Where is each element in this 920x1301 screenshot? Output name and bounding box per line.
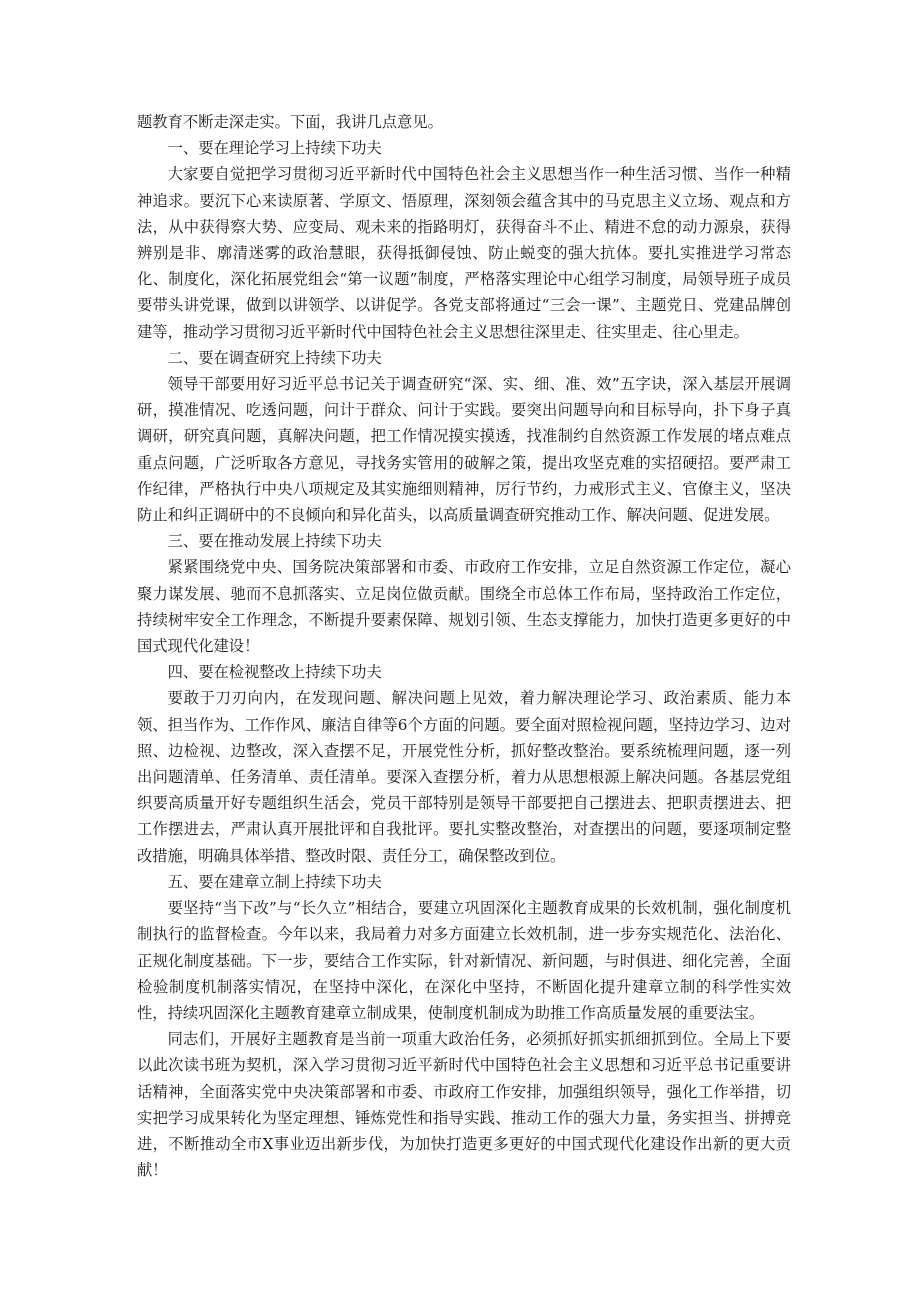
section-body-1: 大家要自觉把学习贯彻习近平新时代中国特色社会主义思想当作一种生活习惯、当作一种精神追求。要沉下心来读原著、学原文、悟原理，深刻领会蕴含其中的马克思主义立场、观点和方法，从中获得察大势、应变局、观未来的指路明灯，获得奋斗不止、精进不怠的动力源泉，获得辨别是非、廓清迷雾的政治慧眼，获得抵御侵蚀、防止蜕变的强大抗体。要扎实推进学习常态化、制度化，深化拓展党组会“第一议题”制度，严格落实理论中心组学习制度，局领导班子成员要带头讲党课，做到以讲领学、以讲促学。各党支部将通过“三会一课”、主题党日、党建品牌创建等，推动学习贯彻习近平新时代中国特色社会主义思想往深里走、往实里走、往心里走。 — [137, 165, 791, 341]
section-heading-1: 一、要在理论学习上持续下功夫 — [167, 139, 382, 158]
section-body-4: 要敢于刀刃向内，在发现问题、解决问题上见效，着力解决理论学习、政治素质、能力本领、担当作为、工作作风、廉洁自律等6个方面的问题。要全面对照检视问题，坚持边学习、边对照、边检视、边整改，深入查摆不足，开展党性分析，抓好整改整治。要系统梳理问题，逐一列出问题清单、任务清单、责任清单。要深入查摆分析，着力从思想根源上解决问题。各基层党组织要高质量开好专题组织生活会，党员干部特别是领导干部要把自己摆进去、把职责摆进去、把工作摆进去，严肃认真开展批评和自我批评。要扎实整改整治，对查摆出的问题，要逐项制定整改措施，明确具体举措、整改时限、责任分工，确保整改到位。 — [137, 689, 791, 865]
section-body-2: 领导干部要用好习近平总书记关于调查研究“深、实、细、准、效”五字诀，深入基层开展调研，摸准情况、吃透问题，问计于群众、问计于实践。要突出问题导向和目标导向，扑下身子真调研，研究真问题，真解决问题，把工作情况摸实摸透，找准制约自然资源工作发展的堵点难点重点问题，广泛听取各方意见，寻找务实管用的破解之策，提出攻坚克难的实招硬招。要严肃工作纪律，严格执行中央八项规定及其实施细则精神，厉行节约，力戒形式主义、官僚主义，坚决防止和纠正调研中的不良倾向和异化苗头，以高质量调查研究推动工作、解决问题、促进发展。 — [137, 375, 791, 525]
opening-paragraph: 题教育不断走深走实。下面，我讲几点意见。 — [137, 113, 443, 131]
closing-paragraph: 同志们，开展好主题教育是当前一项重大政治任务，必须抓好抓实抓细抓到位。全局上下要以此次读书班为契机，深入学习贯彻习近平新时代中国特色社会主义思想和习近平总书记重要讲话精神，全面落实党中央决策部署和市委、市政府工作安排，加强组织领导，强化工作举措，切实把学习成果转化为坚定理想、锤炼党性和指导实践、推动工作的强大力量，务实担当、拼搏竞进，不断推动全市X事业迈出新步伐，为加快打造更多更好的中国式现代化建设作出新的更大贡献！ — [137, 1030, 791, 1180]
section-body-5: 要坚持“当下改”与“长久立”相结合，要建立巩固深化主题教育成果的长效机制，强化制度机制执行的监督检查。今年以来，我局着力对多方面建立长效机制，进一步夯实规范化、法治化、正规化制度基础。下一步，要结合工作实际，针对新情况、新问题，与时俱进、细化完善，全面检验制度机制落实情况，在坚持中深化，在深化中坚持，不断固化提升建章立制的科学性实效性，持续巩固深化主题教育建章立制成果，使制度机制成为助推工作高质量发展的重要法宝。 — [137, 899, 791, 1022]
section-heading-2: 二、要在调查研究上持续下功夫 — [167, 348, 382, 367]
section-body-3: 紧紧围绕党中央、国务院决策部署和市委、市政府工作安排，立足自然资源工作定位，凝心聚力谋发展、驰而不息抓落实、立足岗位做贡献。围绕全市总体工作布局，坚持政治工作定位，持续树牢安全工作理念，不断提升要素保障、规划引领、生态支撑能力，加快打造更多更好的中国式现代化建设！ — [137, 558, 791, 656]
document-body — [137, 109, 791, 1183]
section-heading-3: 三、要在推动发展上持续下功夫 — [167, 532, 382, 551]
section-heading-5: 五、要在建章立制上持续下功夫 — [167, 872, 382, 891]
section-heading-4: 四、要在检视整改上持续下功夫 — [167, 663, 382, 682]
